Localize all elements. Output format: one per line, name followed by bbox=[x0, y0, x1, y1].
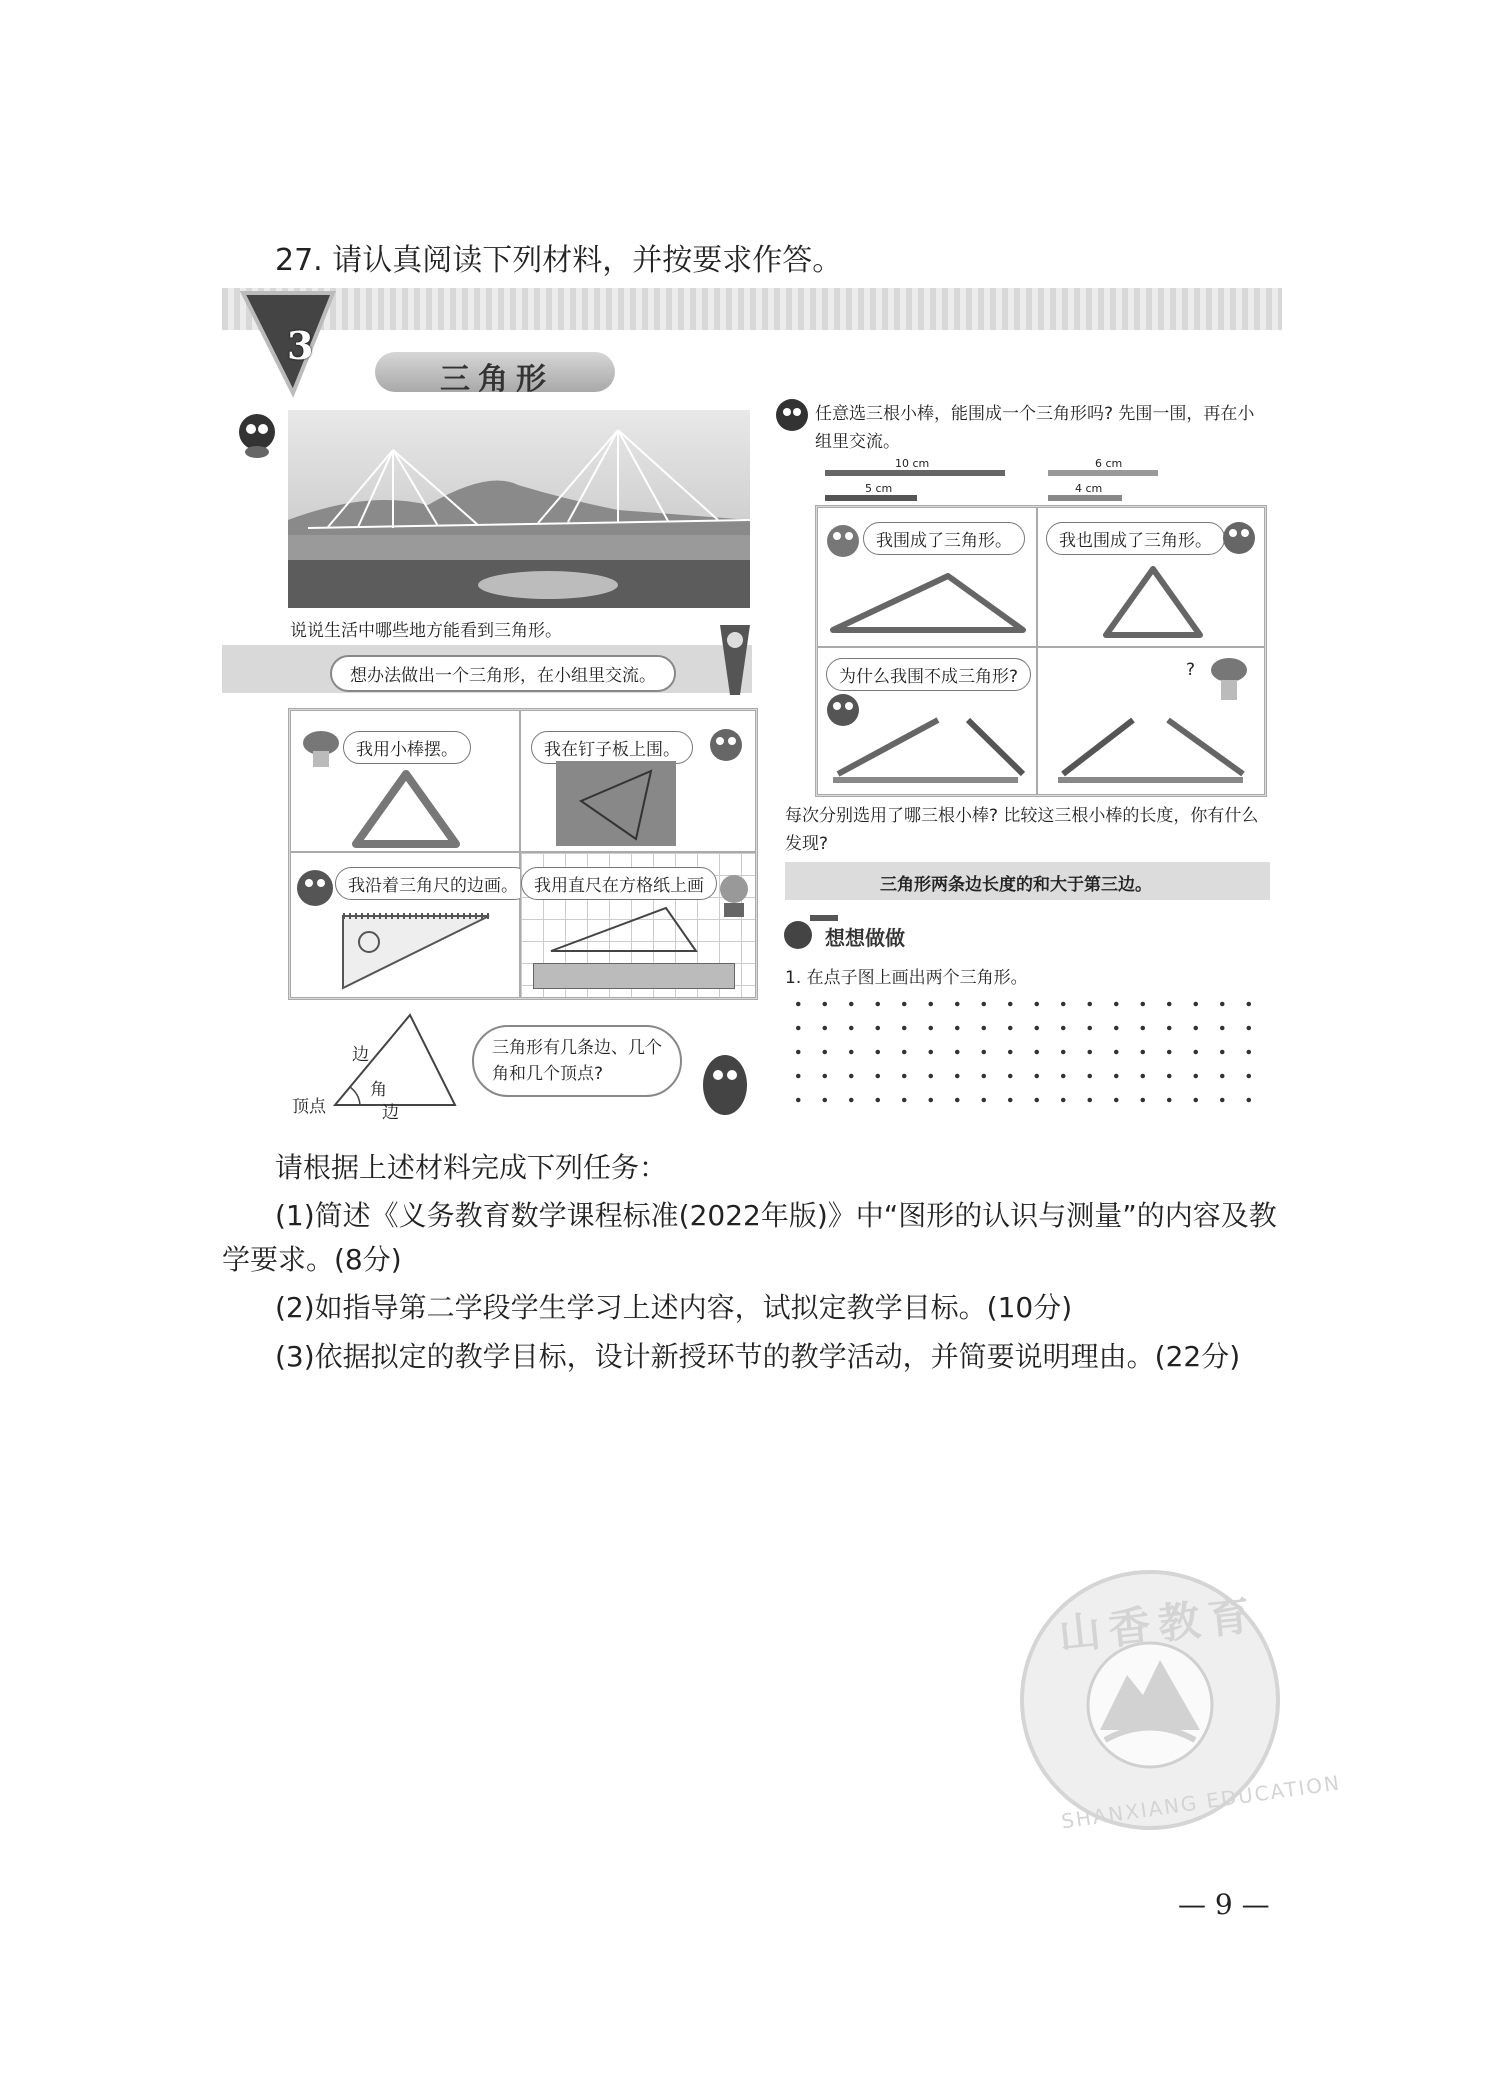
stick-result-panel-2 bbox=[1037, 507, 1265, 647]
task-1: (1)简述《义务教育数学课程标准(2022年版)》中“图形的认识与测量”的内容及教学要求。(8分) bbox=[222, 1199, 1277, 1276]
stick-result-1-bubble: 我围成了三角形。 bbox=[863, 522, 1025, 555]
stick-result-3-bubble: 为什么我围不成三角形? bbox=[826, 658, 1031, 691]
stick-5cm bbox=[825, 495, 917, 501]
watermark-en: SHANXIANG EDUCATION bbox=[1059, 1770, 1343, 1834]
label-side-2: 边 bbox=[382, 1103, 399, 1123]
stick-result-panel-4 bbox=[1037, 647, 1265, 795]
stick-6cm bbox=[1048, 470, 1158, 476]
label-side-1: 边 bbox=[352, 1045, 369, 1065]
conclusion: 三角形两条边长度的和大于第三边。 bbox=[880, 875, 1152, 895]
stick-task: 任意选三根小棒，能围成一个三角形吗? 先围一围，再在小组里交流。 bbox=[815, 404, 1255, 452]
stick-result-4-mark: ? bbox=[1186, 660, 1196, 680]
mushroom-character-icon bbox=[301, 729, 341, 769]
task-intro: 请根据上述材料完成下列任务： bbox=[275, 1151, 668, 1184]
stick-fail-2 bbox=[1053, 708, 1253, 788]
pencil-character-icon bbox=[710, 615, 760, 705]
lesson-number: 3 bbox=[287, 323, 314, 368]
task-3: (3)依据拟定的教学目标，设计新授环节的教学活动，并简要说明理由。(22分) bbox=[275, 1340, 1241, 1373]
page-number: — 9 — bbox=[1178, 1888, 1270, 1921]
lesson-title: 三角形 bbox=[440, 362, 554, 397]
stick-label-6cm: 6 cm bbox=[1095, 457, 1123, 470]
mushroom-character-icon bbox=[1208, 656, 1250, 706]
fruit-character-icon bbox=[706, 723, 746, 763]
method-4-bubble: 我用直尺在方格纸上画 bbox=[521, 867, 717, 900]
stick-result-panel-3 bbox=[817, 647, 1037, 795]
stick-result-panel-1 bbox=[817, 507, 1037, 647]
stick-10cm bbox=[825, 470, 1005, 476]
tomato-character-icon bbox=[293, 863, 338, 908]
label-vertex: 顶点 bbox=[292, 1097, 326, 1117]
onion-character-icon bbox=[1218, 513, 1260, 558]
photo-caption: 说说生活中哪些地方能看到三角形。 bbox=[290, 621, 562, 641]
stick-triangle-icon bbox=[346, 766, 466, 851]
drawn-triangle-icon bbox=[546, 903, 746, 953]
mascot-icon bbox=[232, 410, 282, 460]
lesson-banner bbox=[222, 288, 1282, 330]
method-1-bubble: 我用小棒摆。 bbox=[343, 731, 471, 764]
task-2: (2)如指导第二学段学生学习上述内容，试拟定教学目标。(10分) bbox=[275, 1291, 1073, 1324]
bridge-photo bbox=[288, 410, 750, 608]
set-square-icon bbox=[341, 908, 491, 990]
ruler-icon bbox=[533, 963, 735, 989]
stick-4cm bbox=[1048, 495, 1122, 501]
compare-question: 每次分别选用了哪三根小棒? 比较这三根小棒的长度，你有什么发现? bbox=[785, 806, 1259, 854]
stick-triangle-2 bbox=[1098, 563, 1208, 643]
parts-question-bubble: 三角形有几条边、几个角和几个顶点? bbox=[472, 1025, 682, 1097]
stick-fail-1 bbox=[828, 708, 1028, 788]
eggplant-character-icon bbox=[690, 1030, 760, 1120]
geoboard-icon bbox=[556, 761, 676, 846]
method-2-bubble: 我在钉子板上围。 bbox=[531, 731, 693, 764]
method-3-bubble: 我沿着三角尺的边画。 bbox=[335, 867, 531, 900]
lesson-title-pill bbox=[375, 352, 615, 397]
stick-result-2-bubble: 我也围成了三角形。 bbox=[1046, 522, 1225, 555]
practice-item-1: 1. 在点子图上画出两个三角形。 bbox=[785, 968, 1028, 988]
question-title: 27. 请认真阅读下列材料，并按要求作答。 bbox=[275, 243, 843, 278]
watermark-cn: 山香教育 bbox=[1056, 1589, 1261, 1660]
stick-label-4cm: 4 cm bbox=[1075, 482, 1103, 495]
stick-label-5cm: 5 cm bbox=[865, 482, 893, 495]
mascot-icon bbox=[770, 395, 815, 440]
method-panel-2 bbox=[520, 710, 756, 852]
apple-character-icon bbox=[823, 516, 863, 561]
stick-triangle-1 bbox=[828, 568, 1028, 638]
make-prompt: 想办法做出一个三角形，在小组里交流。 bbox=[330, 655, 676, 692]
stick-label-10cm: 10 cm bbox=[895, 457, 930, 470]
dot-grid bbox=[785, 992, 1265, 1114]
label-angle: 角 bbox=[370, 1080, 387, 1100]
method-panel-4 bbox=[520, 852, 756, 998]
practice-title: 想想做做 bbox=[825, 926, 905, 950]
method-panel-1 bbox=[290, 710, 520, 852]
method-panel-3 bbox=[290, 852, 520, 998]
